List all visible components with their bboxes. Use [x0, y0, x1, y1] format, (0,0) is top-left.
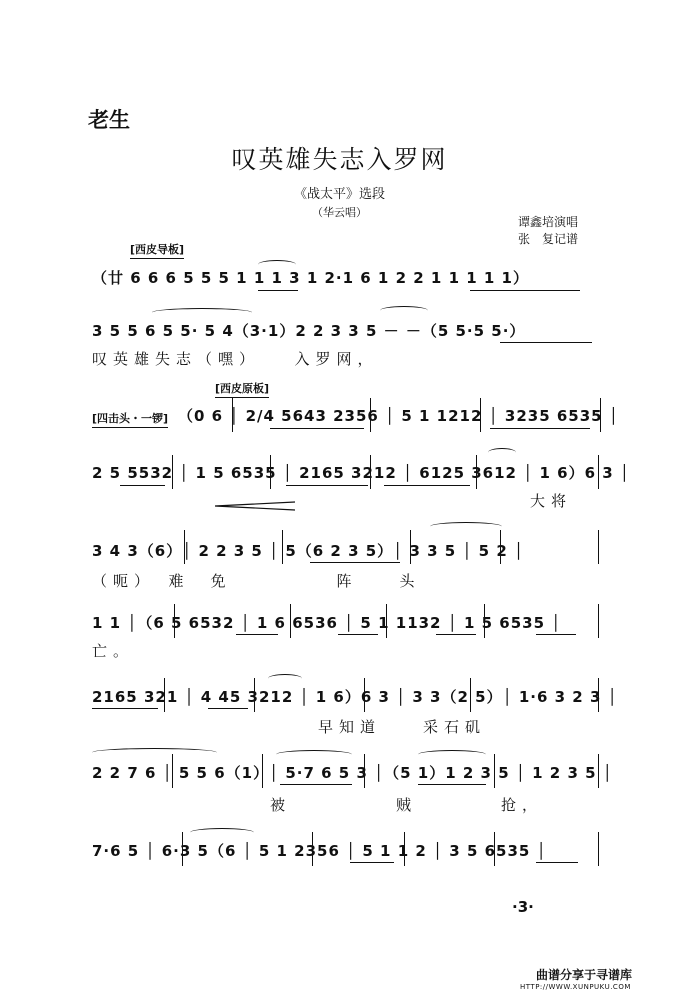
crescendo-icon — [215, 501, 295, 511]
bar-line — [598, 832, 599, 866]
bar-line — [262, 754, 263, 788]
underline-mark — [258, 290, 298, 291]
lyrics-line-5: （呃） 难 免 阵 头 — [92, 572, 421, 590]
bar-line — [282, 530, 283, 564]
bar-line — [254, 678, 255, 712]
bar-line — [364, 754, 365, 788]
score-system-9: 7·6 5 │ 6·3 5（6 │ 5 1 2356 │ 5 1 1 2 │ 3 5 6535 │ — [92, 842, 547, 860]
underline-mark — [418, 784, 486, 785]
footer-site-name: 曲谱分享于寻谱库 — [536, 968, 633, 982]
slur-mark — [268, 674, 302, 683]
score-system-7: 2165 321 │ 4 45 3212 │ 1 6）6 3 │ 3 3（2 5）│ 1·6 3 2 3 │ — [92, 688, 618, 706]
slur-mark — [152, 308, 252, 317]
slur-mark — [190, 828, 254, 837]
underline-mark — [350, 862, 394, 863]
singer-note: （华云唱） — [312, 206, 367, 219]
lyrics-line-8: 被 贼 抢， — [270, 796, 544, 814]
bar-line — [470, 678, 471, 712]
bar-line — [290, 604, 291, 638]
underline-mark — [470, 290, 580, 291]
underline-mark — [270, 428, 364, 429]
underline-mark — [338, 634, 378, 635]
role-type-label: 老生 — [88, 108, 130, 132]
score-system-6: 1 1 │（6 5 6532 │ 1 6 6536 │ 5 1 1132 │ 1 5 6535 │ — [92, 614, 562, 632]
bar-line — [164, 678, 165, 712]
score-system-4: 2 5 5532 │ 1 5 6535 │ 2165 3212 │ 6125 3612 │ 1 6）6 3 │ — [92, 464, 630, 482]
bar-line — [370, 455, 371, 489]
bar-line — [182, 832, 183, 866]
score-system-2: 3 5 5 6 5 5· 5 4（3·1）2 2 3 3 5 － －（5 5·5 5·） — [92, 322, 526, 340]
bar-line — [476, 455, 477, 489]
underline-mark — [500, 342, 592, 343]
crescendo-mark — [215, 496, 295, 506]
slur-mark — [92, 748, 217, 757]
slur-mark — [418, 750, 486, 759]
section-mark-sijitou: [四击头・一锣] — [92, 410, 168, 428]
slur-mark — [430, 522, 502, 531]
bar-line — [600, 398, 601, 432]
underline-mark — [536, 634, 576, 635]
bar-line — [370, 398, 371, 432]
lyrics-line-7: 早知道 采石矶 — [318, 718, 487, 736]
underline-mark — [436, 634, 476, 635]
underline-mark — [384, 485, 470, 486]
bar-line — [172, 455, 173, 489]
bar-line — [480, 398, 481, 432]
score-system-5: 3 4 3（6）│ 2 2 3 5 │ 5（6 2 3 5）│ 3 3 5 │ 5 2 │ — [92, 542, 525, 560]
lyrics-line-2: 叹英雄失志（嘿） 入罗网， — [92, 350, 379, 368]
section-mark-yuanban: [西皮原板] — [215, 380, 269, 398]
bar-line — [184, 530, 185, 564]
credit-transcriber: 张 复记谱 — [518, 232, 579, 246]
song-title: 叹英雄失志入罗网 — [231, 145, 448, 174]
underline-mark — [286, 485, 368, 486]
bar-line — [404, 832, 405, 866]
bar-line — [598, 530, 599, 564]
score-system-1: （廿 6 6 6 5 5 5 1 1 1 3 1 2·1 6 1 2 2 1 1 1 1 1） — [92, 269, 529, 287]
bar-line — [494, 832, 495, 866]
underline-mark — [490, 428, 590, 429]
credit-performer: 谭鑫培演唱 — [518, 215, 579, 229]
section-mark-daoban: [西皮导板] — [130, 241, 184, 259]
bar-line — [174, 604, 175, 638]
lyrics-line-6: 亡。 — [92, 642, 135, 660]
slur-mark — [488, 448, 516, 457]
underline-mark — [120, 485, 165, 486]
bar-line — [172, 754, 173, 788]
bar-line — [484, 604, 485, 638]
footer-site-url: HTTP://WWW.XUNPUKU.COM — [520, 983, 631, 991]
bar-line — [410, 530, 411, 564]
underline-mark — [236, 634, 278, 635]
underline-mark — [310, 562, 400, 563]
score-system-3: （0 6 │ 2/4 5643 2356 │ 5 1 1212 │ 3235 6535 │ — [178, 407, 619, 425]
bar-line — [270, 455, 271, 489]
underline-mark — [280, 784, 352, 785]
bar-line — [598, 678, 599, 712]
score-system-8: 2 2 7 6 │ 5 5 6（1）│ 5·7 6 5 3 │（5 1）1 2 3 5 │ 1 2 3 5 │ — [92, 764, 613, 782]
underline-mark — [536, 862, 578, 863]
bar-line — [232, 398, 233, 432]
bar-line — [598, 455, 599, 489]
slur-mark — [276, 750, 352, 759]
bar-line — [312, 832, 313, 866]
underline-mark — [208, 708, 248, 709]
slur-mark — [258, 260, 296, 269]
page-number: ·3· — [512, 898, 534, 916]
song-subtitle: 《战太平》选段 — [293, 187, 385, 202]
slur-mark — [380, 306, 428, 315]
bar-line — [386, 604, 387, 638]
underline-mark — [92, 708, 158, 709]
lyrics-line-4: 大将 — [530, 492, 573, 510]
bar-line — [598, 754, 599, 788]
bar-line — [598, 604, 599, 638]
bar-line — [364, 678, 365, 712]
bar-line — [494, 754, 495, 788]
bar-line — [500, 530, 501, 564]
